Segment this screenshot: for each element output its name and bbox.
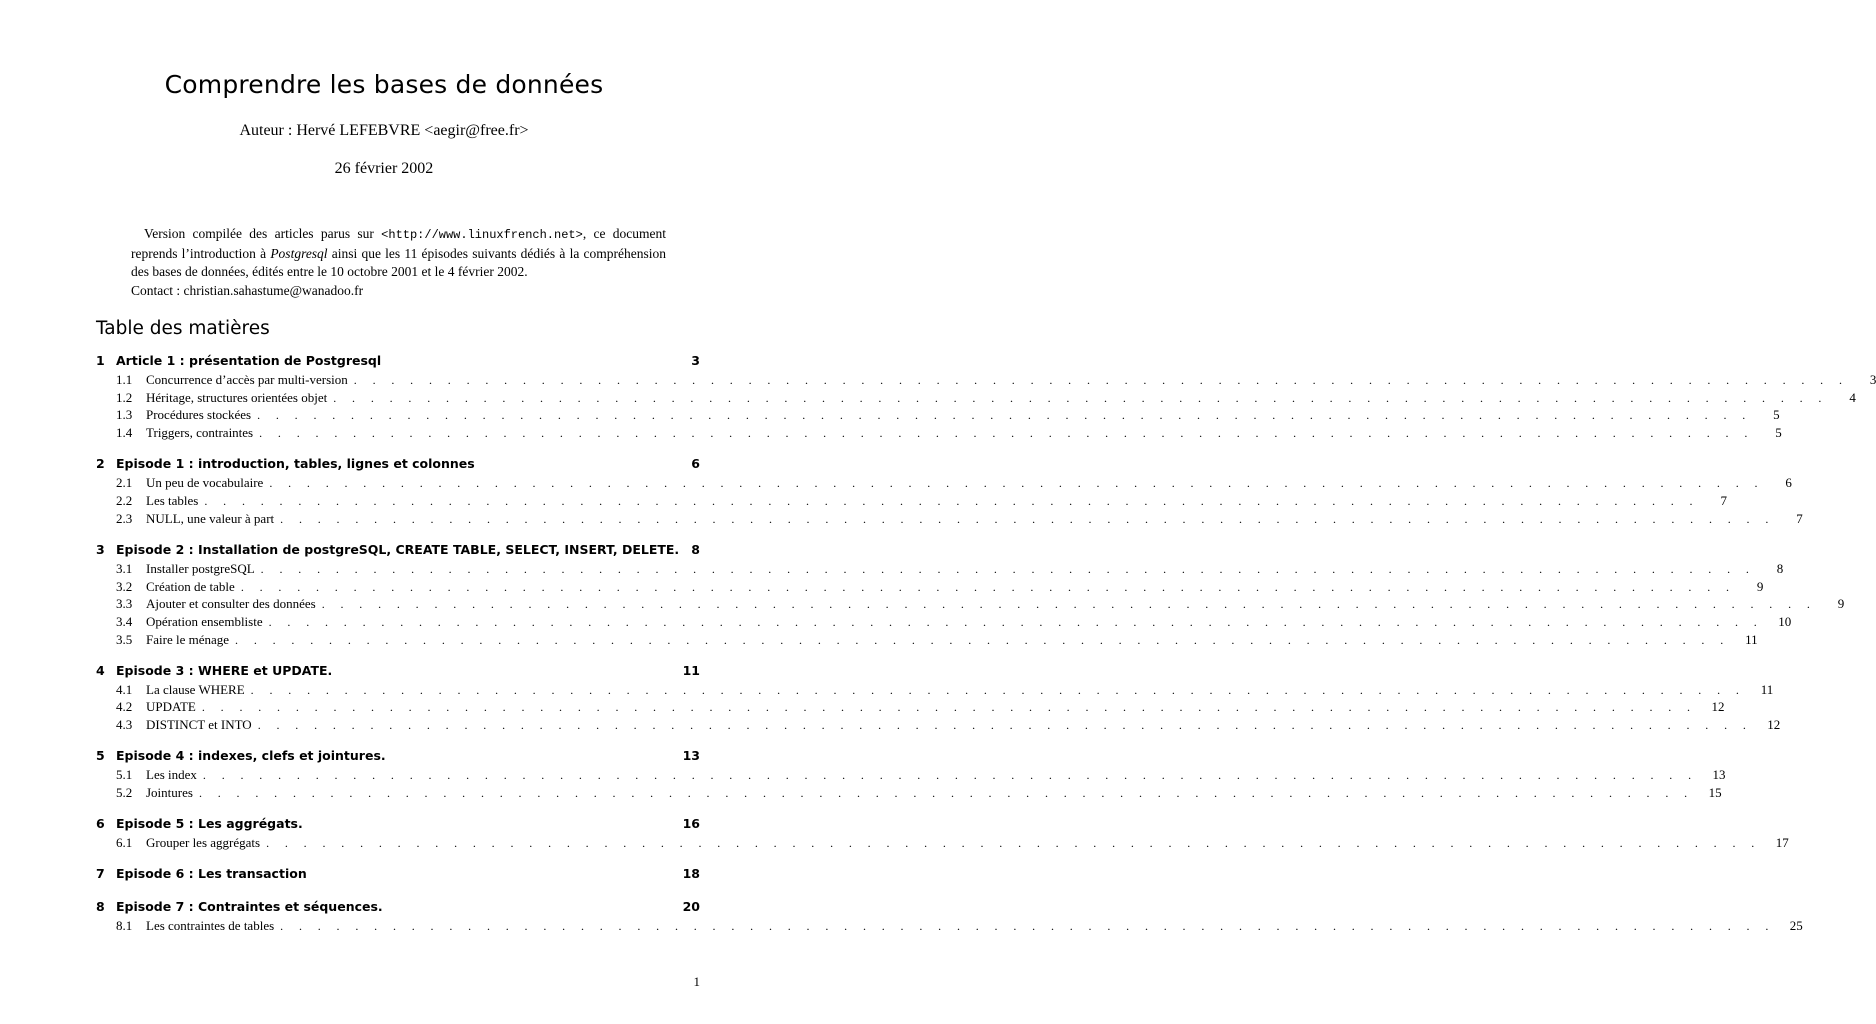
toc-dot-leader: . . . . . . . . . . . . . . . . . . . . . . . . . . . . . . . . . . . . . . . . . . . . . . . . . . . . . . . . . . . . . . . . . . . . . . . . . . . . . . . . [266, 836, 1761, 851]
toc-dot-leader: . . . . . . . . . . . . . . . . . . . . . . . . . . . . . . . . . . . . . . . . . . . . . . . . . . . . . . . . . . . . . . . . . . . . . . . . . . . . . . . . [240, 579, 1736, 594]
toc-subsection-number: 2.2 [116, 492, 133, 508]
toc-section-page: 6 [691, 456, 700, 472]
toc-section [96, 866, 700, 885]
toc-section-entry[interactable] [96, 866, 700, 885]
toc-subsection-entry[interactable] [96, 407, 1780, 425]
toc-subsection-page: 12 [1767, 717, 1781, 733]
toc-subsection-entry[interactable] [96, 699, 1725, 717]
toc-dot-leader: . . . . . . . . . . . . . . . . . . . . . . . . . . . . . . . . . . . . . . . . . . . . . . . . . . . . . . . . . . . . . . . . . . . . . . . . . . . . . . . . [250, 682, 1746, 697]
toc-dot-leader: . . . . . . . . . . . . . . . . . . . . . . . . . . . . . . . . . . . . . . . . . . . . . . . . . . . . . . . . . . . . . . . . . . . . . . . . . . . . . . . . [269, 476, 1764, 491]
toc-dot-leader: . . . . . . . . . . . . . . . . . . . . . . . . . . . . . . . . . . . . . . . . . . . . . . . . . . . . . . . . . . . . . . . . . . . . . . . . . . . . . . . . [202, 768, 1698, 783]
toc-dot-leader: . . . . . . . . . . . . . . . . . . . . . . . . . . . . . . . . . . . . . . . . . . . . . . . . . . . . . . . . . . . . . . . . . . . . . . . . . . . . . . . . [201, 700, 1697, 715]
toc-subsection-number: 8.1 [116, 917, 133, 933]
toc-section-entry[interactable] [96, 542, 700, 561]
abstract-text-3: ainsi que les 11 épisodes suivants dédiés à la compréhension des bases de données, édités entre le 10 octobre 2001 et le 4 février 2002. [131, 245, 666, 279]
abstract [131, 225, 666, 300]
toc-subsection-title: Les tables [146, 492, 199, 508]
toc-dot-leader: . . . . . . . . . . . . . . . . . . . . . . . . . . . . . . . . . . . . . . . . . . . . . . . . . . . . . . . . . . . . . . . . . . . . . . . . . . . . . . . . [268, 614, 1764, 629]
toc-subsection-page: 11 [1760, 681, 1774, 697]
toc-section-title: Episode 5 : Les aggrégats. [116, 816, 303, 832]
toc-subsection-entry[interactable] [96, 785, 1722, 803]
toc-subsection-entry[interactable] [96, 475, 1792, 493]
toc-subsection-entry[interactable] [96, 578, 1764, 597]
toc-subsection-title: Procédures stockées [146, 407, 252, 423]
toc-subsection-entry[interactable] [96, 631, 1758, 650]
toc-subsection-entry[interactable] [96, 767, 1726, 785]
toc-section-number: 2 [96, 456, 105, 472]
document-date: 26 février 2002 [334, 160, 434, 177]
toc-section-number: 6 [96, 816, 105, 832]
toc-subsection-title: NULL, une valeur à part [146, 510, 275, 526]
toc-subsection-page: 25 [1789, 917, 1803, 933]
toc-subsection-page: 12 [1711, 699, 1725, 715]
toc-subsection-entry[interactable] [96, 389, 1856, 408]
toc-subsection-page: 10 [1778, 613, 1792, 629]
page-number: 1 [693, 974, 700, 989]
toc-section-number: 8 [96, 898, 105, 914]
toc-subsection-number: 3.2 [116, 578, 133, 594]
toc-section-page: 18 [682, 866, 700, 882]
toc-section-page: 13 [682, 748, 700, 764]
toc-subsection-page: 15 [1708, 785, 1722, 800]
toc-subsection-entry[interactable] [96, 717, 1781, 735]
toc-subsection-number: 1.1 [116, 372, 133, 387]
toc-subsection-title: Les contraintes de tables [146, 917, 275, 933]
toc-subsection-title: Un peu de vocabulaire [146, 475, 264, 491]
toc-section-page: 20 [682, 898, 700, 914]
toc-section-number: 3 [96, 541, 105, 557]
toc-heading: Table des matières [96, 318, 270, 339]
toc-section-page: 8 [691, 541, 700, 557]
toc-subsection-number: 6.1 [116, 835, 133, 851]
toc-subsection-number: 1.3 [116, 407, 133, 423]
toc-subsection-page: 7 [1720, 492, 1727, 508]
toc-subsection-title: Faire le ménage [146, 631, 230, 647]
toc-section-entry[interactable] [96, 353, 700, 372]
toc-subsection-page: 5 [1775, 425, 1782, 441]
toc-subsection-title: Les index [146, 767, 197, 783]
toc-section-title: Article 1 : présentation de Postgresql [116, 353, 382, 368]
toc-subsection-title: Ajouter et consulter des données [146, 596, 316, 612]
toc-subsection-entry[interactable] [96, 613, 1792, 632]
toc-dot-leader: . . . . . . . . . . . . . . . . . . . . . . . . . . . . . . . . . . . . . . . . . . . . . . . . . . . . . . . . . . . . . . . . . . . . . . . . . . . . . . . . [333, 390, 1828, 405]
toc-dot-leader: . . . . . . . . . . . . . . . . . . . . . . . . . . . . . . . . . . . . . . . . . . . . . . . . . . . . . . . . . . . . . . . . . . . . . . . . . . . . . . . . [257, 718, 1753, 733]
toc-dot-leader: . . . . . . . . . . . . . . . . . . . . . . . . . . . . . . . . . . . . . . . . . . . . . . . . . . . . . . . . . . . . . . . . . . . . . . . . . . . . . . . . [280, 511, 1775, 526]
toc-dot-leader: . . . . . . . . . . . . . . . . . . . . . . . . . . . . . . . . . . . . . . . . . . . . . . . . . . . . . . . . . . . . . . . . . . . . . . . . . . . . . . . . [257, 408, 1752, 423]
toc-subsection-entry[interactable] [96, 681, 1774, 700]
toc-subsection-entry[interactable] [96, 560, 1784, 579]
toc-dot-leader: . . . . . . . . . . . . . . . . . . . . . . . . . . . . . . . . . . . . . . . . . . . . . . . . . . . . . . . . . . . . . . . . . . . . . . . . . . . . . . . . [259, 426, 1754, 441]
toc-subsection-page: 5 [1773, 407, 1780, 423]
toc-subsection-number: 4.1 [116, 681, 133, 697]
toc-subsection-entry[interactable] [96, 492, 1727, 511]
toc-subsection-entry[interactable] [96, 917, 1803, 936]
toc-section-number: 7 [96, 866, 105, 882]
toc-subsection-title: Jointures [146, 785, 193, 800]
toc-dot-leader: . . . . . . . . . . . . . . . . . . . . . . . . . . . . . . . . . . . . . . . . . . . . . . . . . . . . . . . . . . . . . . . . . . . . . . . . . . . . . . . . [235, 632, 1730, 647]
toc-dot-leader: . . . . . . . . . . . . . . . . . . . . . . . . . . . . . . . . . . . . . . . . . . . . . . . . . . . . . . . . . . . . . . . . . . . . . . . . . . . . . . . . [204, 493, 1699, 508]
toc-subsection-page: 17 [1775, 835, 1789, 851]
toc-section [96, 662, 1781, 735]
toc-subsection-title: Opération ensembliste [146, 613, 263, 629]
contact-line: Contact : christian.sahastume@wanadoo.fr [131, 282, 364, 298]
toc-section-page: 11 [682, 662, 700, 678]
toc-dot-leader: . . . . . . . . . . . . . . . . . . . . . . . . . . . . . . . . . . . . . . . . . . . . . . . . . . . . . . . . . . . . . . . . . . . . . . . . . . . . . . . . [198, 786, 1694, 800]
toc-subsection-page: 7 [1796, 510, 1803, 526]
toc-subsection-page: 4 [1849, 389, 1856, 405]
toc-subsection-page: 13 [1712, 767, 1726, 783]
toc-subsection-title: Grouper les aggrégats [146, 835, 261, 851]
toc-section-entry[interactable] [96, 748, 700, 767]
toc-section-entry[interactable] [96, 456, 700, 475]
toc-subsection-entry[interactable] [96, 835, 1789, 853]
postgresql-term: Postgresql [270, 245, 328, 261]
toc-section [96, 541, 1845, 649]
toc-subsection-title: UPDATE [146, 699, 196, 715]
toc-subsection-number: 4.3 [116, 717, 133, 733]
toc-dot-leader: . . . . . . . . . . . . . . . . . . . . . . . . . . . . . . . . . . . . . . . . . . . . . . . . . . . . . . . . . . . . . . . . . . . . . . . . . . . . . . . . [280, 918, 1775, 933]
toc-subsection-page: 11 [1745, 631, 1758, 647]
toc-section-number: 5 [96, 748, 105, 764]
abstract-text-1: Version compilée des articles parus sur [144, 226, 382, 241]
toc-section-number: 1 [96, 353, 105, 368]
toc-subsection-page: 9 [1837, 596, 1845, 612]
toc-subsection-number: 1.4 [116, 425, 133, 441]
toc-dot-leader: . . . . . . . . . . . . . . . . . . . . . . . . . . . . . . . . . . . . . . . . . . . . . . . . . . . . . . . . . . . . . . . . . . . . . . . . . . . . . . . . [321, 597, 1817, 612]
toc-section-title: Episode 4 : indexes, clefs et jointures. [116, 748, 386, 764]
toc-subsection-number: 4.2 [116, 699, 133, 715]
toc-subsection-number: 5.1 [116, 767, 133, 783]
toc-section-number: 4 [96, 662, 105, 678]
toc-subsection-title: La clause WHERE [146, 681, 245, 697]
toc-section [96, 748, 1726, 802]
toc-section-entry[interactable] [96, 816, 700, 835]
toc-section [96, 456, 1803, 528]
toc-section-entry[interactable] [96, 899, 700, 918]
toc-section [96, 898, 1803, 936]
toc-section-title: Episode 6 : Les transaction [116, 866, 307, 882]
toc-dot-leader: . . . . . . . . . . . . . . . . . . . . . . . . . . . . . . . . . . . . . . . . . . . . . . . . . . . . . . . . . . . . . . . . . . . . . . . . . . . . . . . . [260, 561, 1756, 576]
toc-subsection-number: 2.3 [116, 510, 133, 526]
toc-section-page: 16 [682, 816, 700, 832]
toc-subsection-number: 1.2 [116, 389, 133, 405]
toc-section-title: Episode 2 : Installation de postgreSQL, CREATE TABLE, SELECT, INSERT, DELETE. [116, 541, 680, 557]
toc-subsection-number: 5.2 [116, 785, 133, 800]
toc-dot-leader: . . . . . . . . . . . . . . . . . . . . . . . . . . . . . . . . . . . . . . . . . . . . . . . . . . . . . . . . . . . . . . . . . . . . . . . . . . . . . . . . [353, 373, 1849, 387]
toc-section [96, 353, 1876, 443]
author-line: Auteur : Hervé LEFEBVRE <aegir@free.fr> [239, 122, 529, 139]
toc-subsection-page: 9 [1756, 578, 1764, 594]
toc-subsection-number: 2.1 [116, 475, 133, 491]
toc-subsection-title: Triggers, contraintes [146, 425, 254, 441]
toc-subsection-entry[interactable] [96, 372, 1876, 390]
abstract-paragraph [131, 225, 666, 282]
toc-subsection-entry[interactable] [96, 425, 1782, 443]
toc-subsection-title: DISTINCT et INTO [146, 717, 252, 733]
toc-subsection-title: Héritage, structures orientées objet [146, 389, 328, 405]
toc-subsection-page: 3 [1869, 372, 1876, 387]
toc-section-title: Episode 1 : introduction, tables, lignes et colonnes [116, 456, 475, 472]
toc-subsection-title: Concurrence d’accès par multi-version [146, 372, 348, 387]
linuxfrench-url[interactable]: <http://www.linuxfrench.net> [381, 228, 583, 242]
toc-subsection-title: Création de table [146, 578, 235, 594]
table-of-contents [96, 353, 1876, 949]
document-title: Comprendre les bases de données [164, 70, 604, 99]
toc-subsection-page: 6 [1785, 475, 1792, 491]
toc-subsection-number: 3.4 [116, 613, 133, 629]
toc-section [96, 816, 1789, 853]
toc-section-page: 3 [691, 353, 700, 368]
toc-subsection-number: 3.1 [116, 560, 133, 576]
toc-subsection-title: Installer postgreSQL [146, 560, 255, 576]
toc-section-title: Episode 3 : WHERE et UPDATE. [116, 662, 333, 678]
toc-section-title: Episode 7 : Contraintes et séquences. [116, 898, 383, 914]
abstract-text-2: , ce document reprends l’introduction à [131, 226, 666, 261]
toc-subsection-entry[interactable] [96, 510, 1803, 529]
toc-subsection-number: 3.5 [116, 631, 133, 647]
toc-subsection-page: 8 [1776, 560, 1784, 576]
toc-subsection-entry[interactable] [96, 596, 1845, 614]
toc-section-entry[interactable] [96, 663, 700, 682]
toc-subsection-number: 3.3 [116, 596, 133, 612]
